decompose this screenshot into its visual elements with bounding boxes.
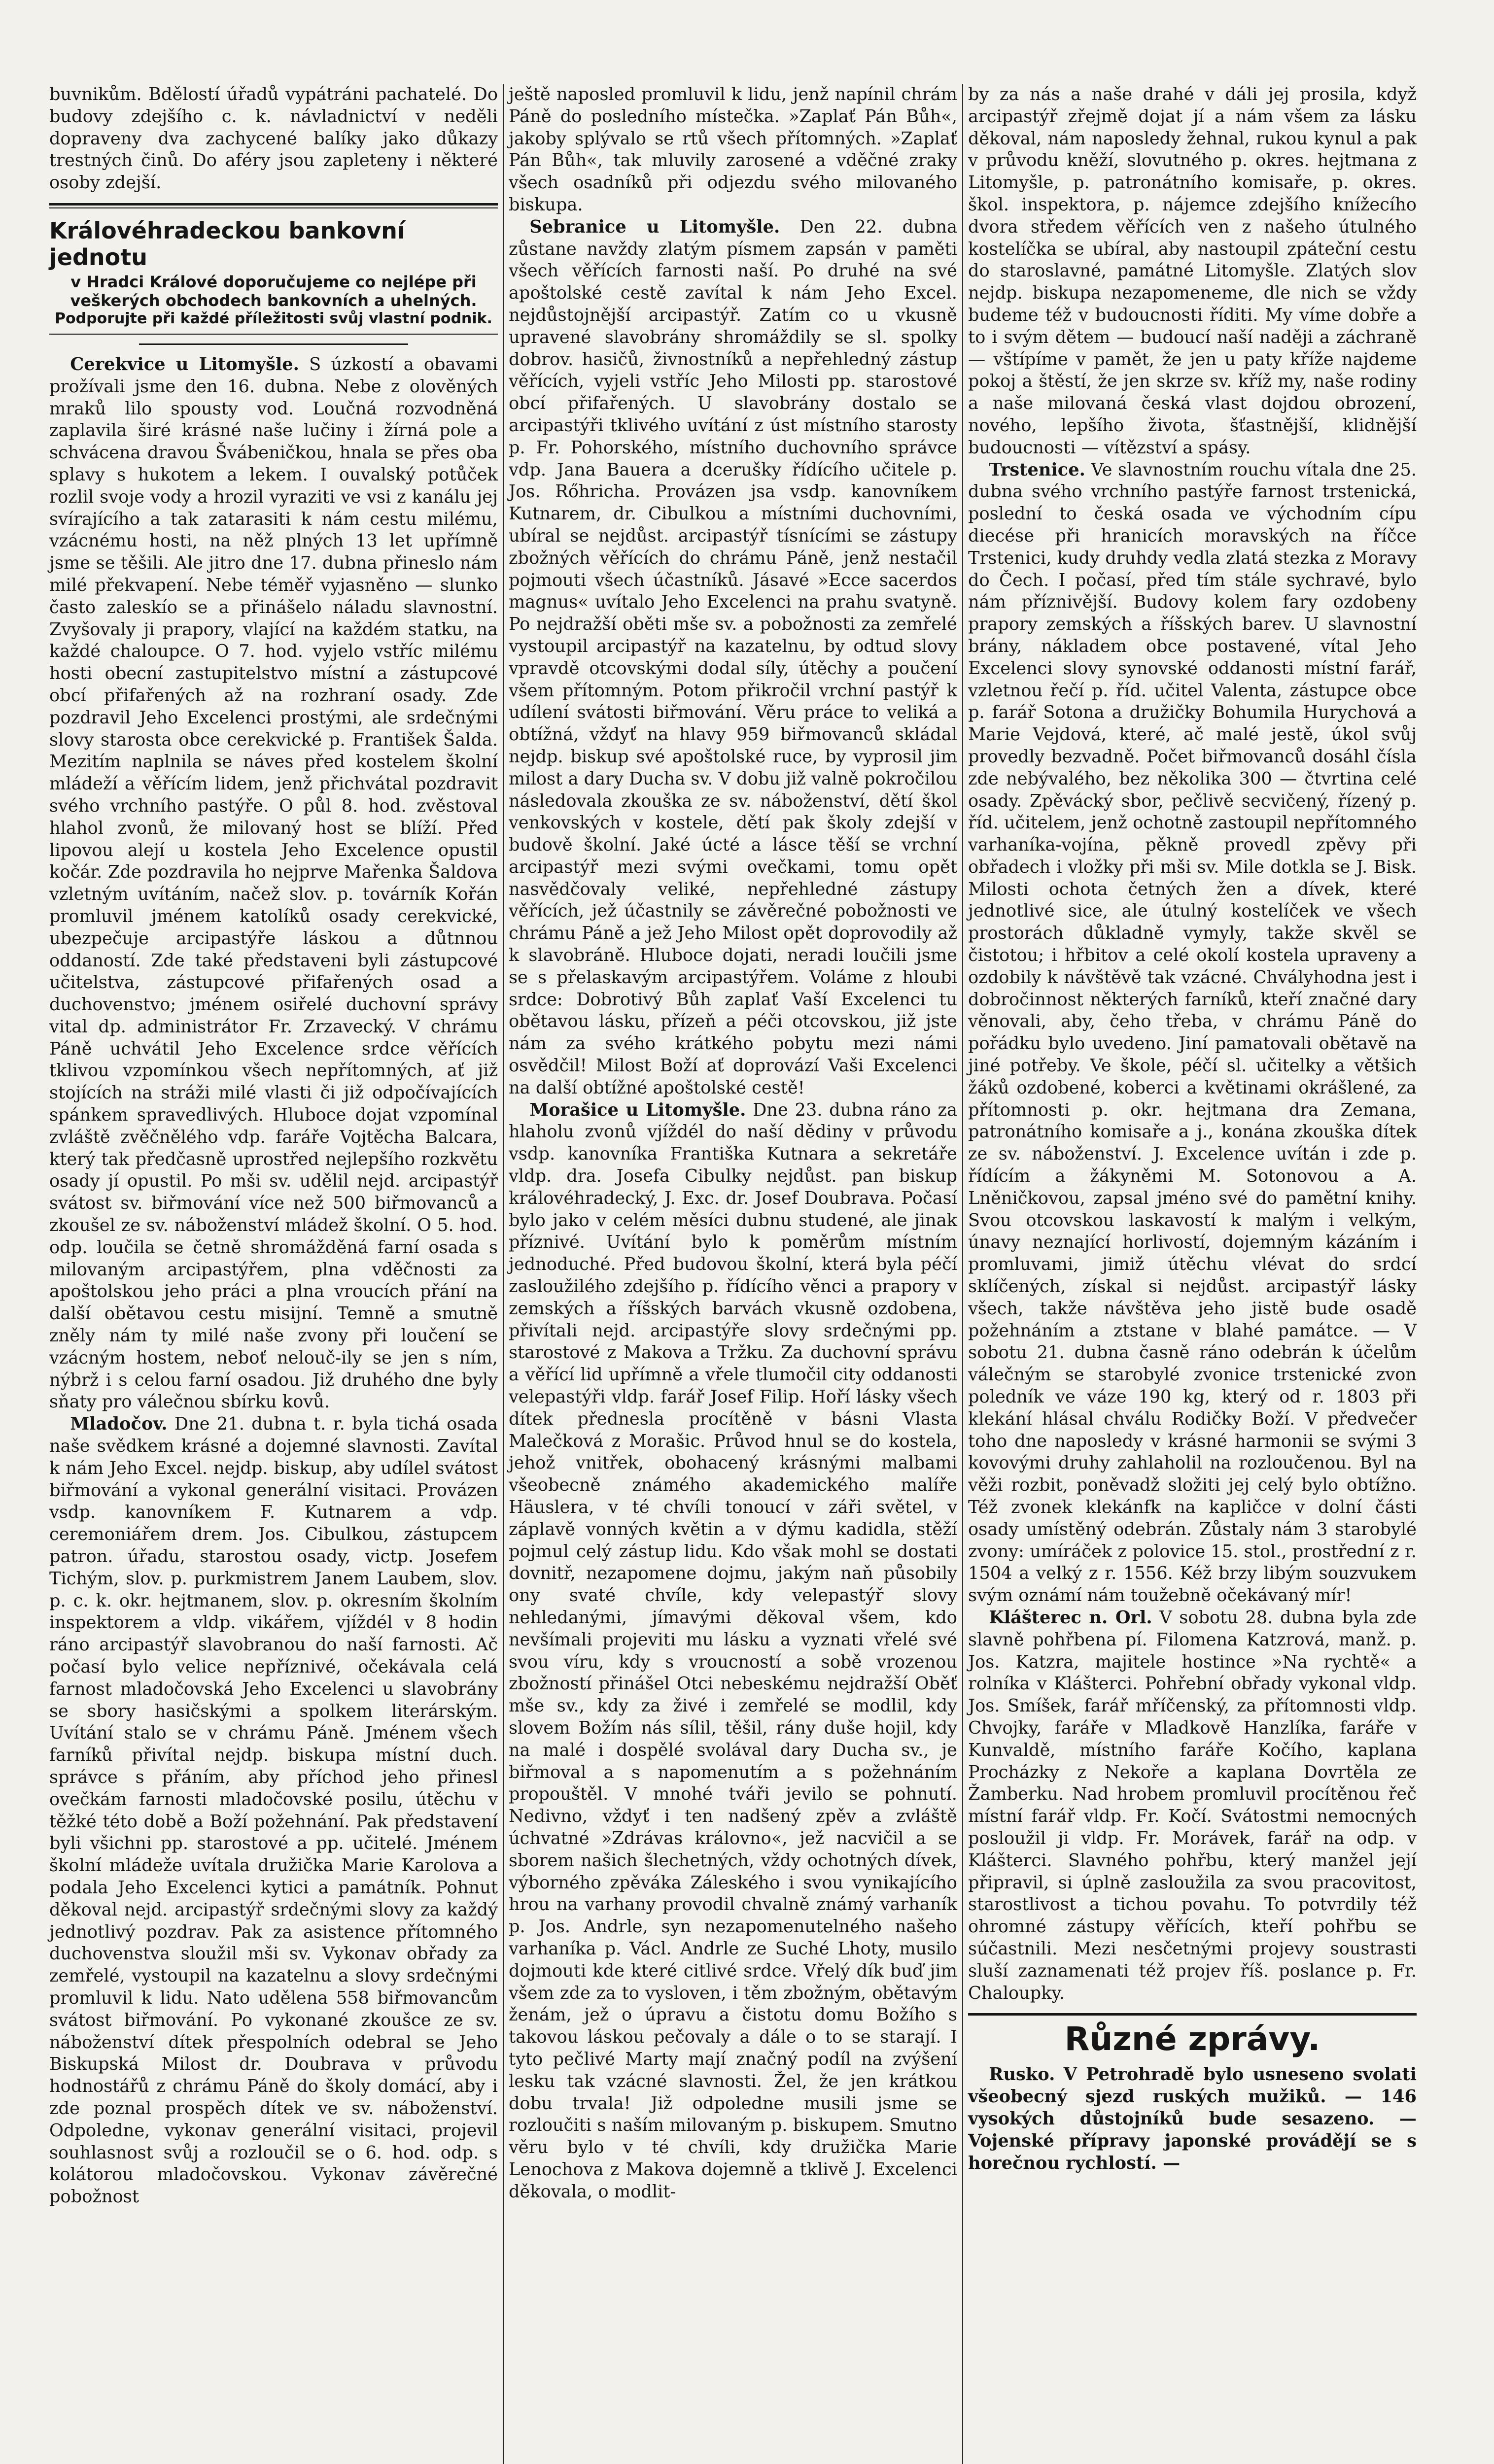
column-separator: [962, 84, 963, 2464]
column-2: [509, 84, 957, 2464]
section-title: Různé zprávy.: [1064, 2020, 1320, 2058]
col3-intro: by za nás a naše drahé v dáli jej prosila, když arcipastýř zřejmě dojat jí a nám všem za lásku děkoval, nám naposledy žehnal, rukou kynul a pak v průvodu kněží, slovutného p. okres. hejtmana z Litomyšle, p. patronátního komisaře, p. okres. škol. inspektora, p. nájemce zdejšího knížecího dvora středem věřících ven z našeho útulného kostelíčka se ubíral, aby nastoupil zpáteční cestu do staroslavné, památné Litomyšle. Zlatých slov nejdp. biskupa nezapomeneme, dle nich se vždy budeme též v budoucnosti říditi. My víme dobře a to i svým dětem — budoucí naší naději a záchraně — vštípíme v pamět, že jen u paty kříže najdeme pokoj a štěstí, že jen skrze sv. kříž my, naše rodiny a naše milovaná česká vlast dojdou obrození, nového, lepšího života, šťastnější, klidnější budoucnosti — vítězství a spásy.: [968, 84, 1417, 458]
ad-line-2: Podporujte při každé příležitosti svůj vlastní podnik.: [55, 309, 492, 327]
article-lead: Sebranice u Litomyšle.: [529, 216, 780, 237]
article-cerekvice: [49, 354, 498, 1413]
article-lead: Cerekvice u Litomyšle.: [70, 354, 299, 375]
news-body: V Petrohradě bylo usneseno svolati všeobecný sjezd ruských mužiků. — 146 vysokých důstojníků bude sesazeno. — Vojenské přípravy japonské provádějí se s horečnou rychlostí. —: [968, 2064, 1417, 2173]
divider-thick: [49, 203, 498, 205]
article-body: Ve slavnostním rouchu vítala dne 25. dubna svého vrchního pastýře farnost trstenická, poslední to česká osada ve východním cípu diecése při hranicích moravských na říčce Trstenici, kudy druhdy vedla zlatá stezka z Moravy do Čech. I počasí, před tím stále sychravé, bylo nám příznivější. Budovy kolem fary ozdobeny prapory zemských a říšských barev. U slavnostní brány, nákladem obce postavené, vítal Jeho Excelenci slovy synovské oddanosti místní farář, vzletnou řečí p. říd. učitel Valenta, zástupce obce p. farář Sotona a družičky Bohumila Hurychová a Marie Vejdová, které, ač malé jestě, úkol svůj provedly bezvadně. Počet biřmovanců dosáhl čísla zde nebývalého, bez několika 300 — čtvrtina celé osady. Zpěvácký sbor, pečlivě secvičený, řízený p. říd. učitelem, jenž ochotně zastoupil nepřítomného varhaníka‑vojína, pěkně provedl zpěvy při obřadech i vložky při mši sv. Mile dotkla se J. Bisk. Milosti ochota četných žen a dívek, které jednotlivé sice, ale útulný kostelíček ve všech prostorách důkladně vymyly, takže skvěl se čistotou; i hřbitov a celé okolí kostela upraveny a ozdobily k návštěvě tak vzácné. Chvályhodna jest i dobročinnost některých farníků, kteří značné dary věnovali, aby, čeho třeba, v chrámu Páně do pořádku bylo uvedeno. Jiní pamatovali obětavě na jiné potřeby. Ve škole, péčí sl. učitelky a většich žáků ozdobené, koberci a květinami okrášlené, za přítomnosti p. okr. hejtmana dra Zemana, patronátního komisaře a j., konána zkouška dítek ze sv. náboženství. J. Excelence uvítán i zde p. řídícím a žákyněmi M. Sotonovou a A. Lněničkovou, zapsal jméno své do pamětní knihy. Svou otcovskou laskavostí k malým i velkým, únavy neznající horlivostí, dojemným kázáním i promluvami, jimiž útěchu vlévat do srdcí sklíčených, získal si nejdůst. arcipastýř lásky všech, takže návštěva jeho jistě bude osadě požehnáním a ztstane v blahé památce. — V sobotu 21. dubna časně ráno odebrán k účelům válečným se starobylé zvonice trstenické zvon poledník ve váze 190 kg, který od r. 1803 při klekání hlásal chválu Rodičky Boží. V předvečer toho dne naposledy v krásné harmonii se svými 3 kovovými druhy zahlaholil na rozloučenou. Byl na věži rozbit, poněvadž složiti jej celý bylo obtížno. Též zvonek klekánfk na kapličce v dolní části osady umístěný odebrán. Zůstaly nám 3 starobylé zvony: umíráček z polovice 15. stol., prostřední z r. 1504 a velký z r. 1556. Kéž brzy libým souzvukem svým oznámí nám toužebně očekávaný mír!: [968, 459, 1417, 1606]
article-body: Dne 21. dubna t. r. byla tichá osada naše svědkem krásné a dojemné slavnosti. Zavítal k nám Jeho Excel. nejdp. biskup, aby udílel svátost biřmování a vykonal generální visitaci. Provázen vsdp. kanovníkem F. Kutnarem a vdp. ceremoniářem drem. Jos. Cibulkou, zástupcem patron. úřadu, starostou osady, victp. Josefem Tichým, slov. p. purkmistrem Janem Laubem, slov. p. c. k. okr. hejtmanem, slov. p. okresním školním inspektorem a vldp. vikářem, vjíždél v 8 hodin ráno arcipastýř slavobranou do naší farnosti. Ač počasí bylo velice nepříznivé, očekávala celá farnost mladočovská Jeho Excelenci u slavobrány se sbory hasičskými a spolkem literárským. Uvítání stalo se v chrámu Páně. Jménem všech farníků přivítal nejdp. biskupa místní duch. správce s přáním, aby příchod jeho přinesl ovečkám farnosti mladočovské posilu, útěchu v těžké této době a Boží požehnání. Pak představení byli všichni pp. starostové a pp. učitelé. Jménem školní mládeže uvítala družička Marie Karolova a podala Jeho Excelenci kytici a památník. Pohnut děkoval nejd. arcipastýř srdečnými slovy za každý jednotlivý pozdrav. Pak za asistence přítomného duchovenstva sloužil mši sv. Vykonav obřady za zemřelé, vystoupil na kazatelnu a slovy srdečnými promluvil k lidu. Nato udělena 558 biřmovancům svátost biřmování. Po vykonané zkoušce ze sv. náboženství dítek přespolních odebral se Jeho Biskupská Milost dr. Doubrava v průvodu hodnostářů z chrámu Páně do školy domácí, aby i zde poznal prospěch dítek ve sv. náboženství. Odpoledne, vykonav generální visitaci, projevil souhlasnost svůj a rozloučil se o 6. hod. odp. s kolátorou mladočovskou. Vykonav závěrečné pobožnost: [49, 1414, 498, 2207]
article-lead: Mladočov.: [70, 1414, 168, 1435]
divider-thin: [49, 207, 498, 208]
col2-intro: ještě naposled promluvil k lidu, jenž napínil chrám Páně do posledního místečka. »Zaplať Pán Bůh«, jakoby splývalo se rtů všech přítomných. »Zaplať Pán Bůh«, tak mluvily zarosené a vděčné zraky všech osadníků při odjezdu svého milovaného biskupa.: [509, 84, 957, 215]
article-trstenice: [968, 459, 1417, 1607]
column-3: [968, 84, 1417, 2464]
article-mladocov: [49, 1413, 498, 2208]
article-body: V sobotu 28. dubna byla zde slavně pohřbena pí. Filomena Katzrová, manž. p. Jos. Katzra, majitele hostince »Na rychtě« a rolníka v Klášterci. Pohřební obřady vykonal vldp. Jos. Smíšek, farář mříčenský, za přítomnosti vldp. Chvojky, faráře v Mladkově Hanzlíka, faráře v Kunvaldě, místního faráře Kočího, kaplana Procházky z Nekoře a kaplana Dovrtěla ze Žamberku. Nad hrobem promluvil procítěnou řeč místní farář vldp. Fr. Kočí. Svátostmi nemocných posloužil ji vldp. Fr. Morávek, farář na odp. v Klášterci. Slavného pohřbu, který manžel její připravil, si úplně zasloužila za svou pracovitost, starostlivost a tichou povahu. To potvrdily též ohromné zástupy věřících, kteří pohřbu se súčastnili. Mezi nesčetnými projevy soustrasti sluší zaznamenati též projev říš. poslance p. Fr. Chaloupky.: [968, 1607, 1417, 2003]
divider-short: [139, 343, 408, 345]
col1-intro: buvnikům. Bdělostí úřadů vypátráni pachatelé. Do budovy zdejšího c. k. návladnictví v neděli dopraveny dva zachycené balíky jako důkazy trestných činů. Do aféry jsou zapleteny i některé osoby zdejší.: [49, 84, 498, 193]
bank-advertisement: [49, 217, 498, 328]
article-lead: Trstenice.: [989, 459, 1085, 480]
article-lead: Morašice u Litomyšle.: [529, 1099, 746, 1120]
divider-thin: [49, 334, 498, 335]
divider-thick: [968, 2013, 1417, 2016]
news-lead: Rusko.: [989, 2064, 1055, 2085]
article-body: Dne 23. dubna ráno za hlaholu zvonů vjíždél do naší dědiny v průvodu vsdp. kanovníka Františka Kutnara a sekretáře vldp. dra. Josefa Cibulky nejdůst. pan biskup královéhradecký, J. Exc. dr. Josef Doubrava. Počasí bylo jako v celém měsíci dubnu studené, ale jinak příznivé. Uvítání bylo k poměrům místním jednoduché. Před budovou školní, která byla péčí zasloužilého zdejšího p. řídícího věnci a prapory v zemských a říšských barvách vkusně ozdobena, přivítali nejd. arcipastýře slovy srdečnými pp. starostové z Makova a Tržku. Za duchovní správu a věřící lid upřímně a vřele tlumočil city oddanosti velepastýři vldp. farář Josef Filip. Hoří lásky všech dítek přednesla procítěně v básni Vlasta Malečková z Morašic. Průvod hnul se do kostela, jehož vnitřek, obohacený krásnými malbami všeobecně známého akademického malíře Häuslera, v té chvíli tonoucí v záři světel, v záplavě vonných květin a v dýmu kadidla, stěží pojmul celý zástup lidu. Kdo však mohl se dostati dovnitř, nezapomene dojmu, jakým naň působily ony svaté chvíle, kdy velepastýř slovy nehledanými, jímavými děkoval všem, kdo nevšímali projeviti mu lásku a vyznati vřelé své svou víru, kdy s vroucností a sobě vrozenou zbožností přinášel Otci nebeskému nejdražší Oběť mše sv., kdy za živé i zemřelé se modlil, kdy slovem Božím nás sílil, těšil, rány duše hojil, kdy na malé i dospělé svolával dary Ducha sv., je biřmoval a s napomenutím a s požehnáním propouštěl. V mnohé tváři jevilo se pohnutí. Nedivno, vždyť i ten nadšený zpěv a zvláště úchvatné »Zdrávas královno«, jež nacvičil a se sborem našich šlechetných, vždy ochotných dívek, výborného zpěváka Záleského i svou vynikajícího hrou na varhany provodil chvalně známý varhaník p. Jos. Andrle, syn nezapomenutelného našeho varhaníka p. Václ. Andrle ze Suché Lhoty, musilo dojmouti kde které citlivé srdce. Vřelý dík buď jim všem zde za to vysloven, i těm zbožným, obětavým ženám, jež o úpravu a čistotu domu Božího s takovou láskou pečovaly a dále o to se starají. I tyto pečlivé Marty mají značný podíl na zvýšení lesku tak vzácné slavnosti. Žel, že jen krátkou dobu trvala! Již odpoledne musili jsme se rozloučiti s naším milovaným p. biskupem. Smutno věru bylo v té chvíli, kdy družička Marie Lenochova z Makova dojemně a tklivě J. Excelenci děkovala, o modlit‑: [509, 1099, 957, 2202]
article-body: Den 22. dubna zůstane navždy zlatým písmem zapsán v paměti všech věřících farnosti naší. Po druhé na své apoštolské cestě zavítal k nám Jeho Excel. nejdůstojnější arcipastýř. Zatím co u vkusně upravené slavobrány shromáždily se sl. spolky dobrov. hasičů, živnostníků a nepřehledný zástup věřících, vyjeli vstříc Jeho Milosti pp. starostové obcí přifařených. U slavobrány dostalo se arcipastýři tklivého uvítání z úst místního starosty p. Fr. Pohorského, místního duchovního správce vdp. Jana Bauera a dcerušky řídícího učitele p. Jos. Rőhricha. Provázen jsa vsdp. kanovníkem Kutnarem, dr. Cibulkou a místními duchovními, ubíral se nejdůst. arcipastýř tísnícími se zástupy zbožných věřících do chrámu Páně, jenž nestačil pojmouti všech účastníků. Jásavé »Ecce sacerdos magnus« uvítalo Jeho Excelenci na prahu svatyně. Po nejdražší oběti mše sv. a pobožnosti za zemřelé vystoupil arcipastýř na kazatelnu, by odtud slovy vpravdě otcovskými dodal síly, útěchy a poučení všem přítomným. Potom přikročil vrchní pastýř k udílení svátosti biřmování. Věru práce to veliká a obtížná, vždyť na hlavy 959 biřmovanců skládal nejdp. biskup své apoštolské ruce, by vyprosil jim milost a dary Ducha sv. V dobu již valně pokročilou následovala zkouška ze sv. náboženství, dětí škol venkovských v kostele, dětí pak školy zdejší v budově školní. Jaké úcté a lásce těší se vrchní arcipastýř mezi svými ovečkami, tomu opět nasvědčovaly veliké, nepřehledné zástupy věřících, jež účastnily se závěrečné pobožnosti ve chrámu Páně a jež Jeho Milost opět doprovodily až k slavobráně. Hluboce dojati, neradi loučili jsme se s přelaskavým arcipastýřem. Voláme z hloubi srdce: Dobrotivý Bůh zaplať Vaší Excelenci tu obětavou lásku, přízeň a péči otcovskou, již jste nám za svého krátkého pobytu mezi námi osvědčil! Milost Boží ať doprovází Vaši Excelenci na další obtížné apoštolské cestě!: [509, 216, 958, 1098]
article-body: S úzkostí a obavami prožívali jsme den 16. dubna. Nebe z olověných mraků lilo spousty vod. Loučná rozvodněná zaplavila širé krásné naše lučiny i žírná pole a schvácena dravou Švábeničkou, hnala se přes oba splavy s hukotem a lekem. I ouvalský potůček rozlil svoje vody a hrozil vyraziti ve vsi z kanálu jej svírajícího a tak zatarasiti k nám cestu milému, vzácnému hosti, na něž plných 13 let upřímně jsme se těšili. Ale jitro dne 17. dubna přineslo nám milé překvapení. Nebe téměř vyjasněno — slunko často zaleskío se a přinášelo náladu slavnostní. Zvyšovaly ji prapory, vlající na každém statku, na každé chaloupce. O 7. hod. vyjelo vstříc milému hosti obecní zastupitelstvo místní a zástupcové obcí přifařených až na rozhraní osady. Zde pozdravil Jeho Excelenci prostými, ale srdečnými slovy starosta obce cerekvické p. František Šalda. Mezitím naplnila se náves před kostelem školní mládeží a věřícím lidem, jenž přichvátal pozdravit svého vrchního pastýře. O půl 8. hod. zvěstoval hlahol zvonů, že milovaný host se blíží. Před lipovou alejí u kostela Jeho Excelence opustil kočár. Zde pozdravila ho nejprve Mařenka Šaldova vzletným uvítáním, načež slov. p. továrník Kořán promluvil jménem katolíků osady cerekvické, ubezpečuje arcipastýře láskou a důtnnou oddaností. Zde také představeni byli zástupcové učitelstva, zástupcové přifařených osad a duchovenstvo; jménem osiřelé duchovní správy vital dp. administrátor Fr. Zrzavecký. V chrámu Páně uchvátil Jeho Excelence srdce věřících tklivou vzpomínkou všech nepřítomných, ať již stojících na stráži milé vlasti či již odpočívajících spánkem spravedlivých. Hluboce dojat vzpomínal zvláště zvěčnělého vdp. faráře Vojtěcha Balcara, který tak předčasně uprostřed nejlepšího rozkvětu osady jí opustil. Po mši sv. udělil nejd. arcipastýř svátost sv. biřmování více než 500 biřmovanců a zkoušel ze sv. náboženství mládež školní. O 5. hod. odp. loučila se četně shromážděná farní osada s milovaným arcipastýřem, plna vděčnosti za apoštolskou jeho práci a plna vroucích přání na další obětavou cestu misijní. Temně a smutně zněly nám ty milé naše zvony při loučení se vzácným hostem, neboť nelouč‑ily se jen s ním, nýbrž i s celou farní osadou. Již druhého dne byly sňaty pro válečnou sbírku kovů.: [49, 354, 498, 1412]
ad-line-1: v Hradci Králové doporučujeme co nejlépe při veškerých obchodech bankovních a uhelných.: [70, 272, 477, 310]
article-morasice: [509, 1099, 957, 2203]
ad-title: Královéhradeckou bankovní jednotu: [49, 217, 405, 271]
article-klasterec: [968, 1607, 1417, 2004]
article-lead: Klášterec n. Orl.: [989, 1607, 1152, 1628]
news-rusko: [968, 2064, 1417, 2174]
column-1: [49, 84, 498, 2464]
article-sebranice: [509, 216, 957, 1099]
column-separator: [503, 84, 504, 2464]
